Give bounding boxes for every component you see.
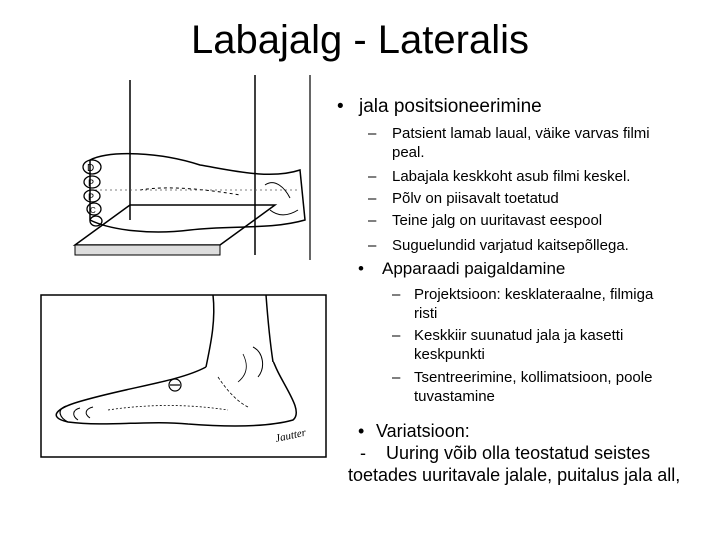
section-2-item-1: – Projektsioon: kesklateraalne, filmiga risti xyxy=(392,286,654,322)
foot-top-view-drawing xyxy=(70,70,320,275)
section-2-item-3: – Tsentreerimine, kollimatsioon, poole tuvastamine xyxy=(392,369,653,405)
foot-lateral-view-illustration xyxy=(38,292,328,462)
section-2-heading xyxy=(358,259,565,279)
section-3-heading xyxy=(348,420,708,442)
section-3-variation xyxy=(348,420,708,486)
section-1-heading xyxy=(337,96,542,118)
section-1-item-5: – Suguelundid varjatud kaitsepõllega. xyxy=(368,237,629,254)
toe-label-1: D xyxy=(87,163,95,174)
section-1-item-4: – Teine jalg on uuritavast eespool xyxy=(368,212,603,229)
section-3-line-1: - Uuring võib olla teostatud seistes xyxy=(360,443,651,463)
section-1-heading-text: jala positsioneerimine xyxy=(359,96,542,117)
foot-top-view-illustration xyxy=(70,70,320,275)
bullet-1: • xyxy=(337,96,344,117)
section-1-item-1: – Patsient lamab laual, väike varvas filmi peal. xyxy=(368,125,650,161)
bullet-3: • xyxy=(358,421,365,441)
section-1-item-3: – Põlv on piisavalt toetatud xyxy=(368,190,559,207)
section-2-heading-text: Apparaadi paigaldamine xyxy=(382,259,566,278)
toe-label-4: C xyxy=(90,206,96,215)
toe-label-3: P xyxy=(88,192,95,202)
foot-lateral-view-drawing xyxy=(38,292,328,462)
section-3-heading-text: Variatsioon: xyxy=(376,421,470,441)
section-2-item-2: – Keskkiir suunatud jala ja kasetti keskpunkti xyxy=(392,327,624,363)
page-title: Labajalg - Lateralis xyxy=(191,18,529,62)
artist-signature: Jautter xyxy=(274,426,308,445)
section-3-line-2: toetades uuritavale jalale, puitalus jala all, xyxy=(348,465,681,485)
section-1-item-2: – Labajala keskkoht asub filmi keskel. xyxy=(368,168,631,185)
toe-label-2: P xyxy=(88,178,95,188)
bullet-2: • xyxy=(358,259,364,278)
